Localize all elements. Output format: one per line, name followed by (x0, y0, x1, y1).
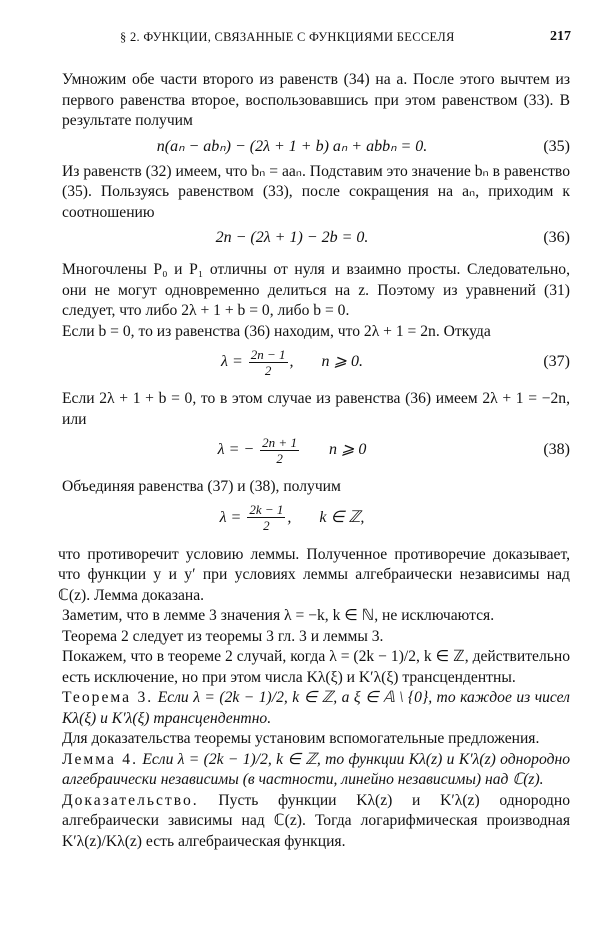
equation-38-condition: n ⩾ 0 (328, 441, 367, 458)
equation-36-formula: 2n − (2λ + 1) − 2b = 0. (215, 229, 369, 246)
equation-37-denominator: 2 (264, 362, 272, 378)
equation-38-denominator: 2 (276, 450, 283, 466)
theorem-3-label: Теорема 3. (62, 689, 154, 706)
equation-35 (62, 132, 570, 162)
lemma-4-text: Если λ = (2k − 1)/2, k ∈ ℤ, то функции Kλ(z) и K′λ(z) однородно алгебраически независимы (в частности, линейно независимы) над ℂ(z). (62, 750, 570, 788)
paragraph-3: Многочлены P₀ и P₁ отличны от нуля и взаимно просты. Следовательно, они не могут одновременно делиться на z. Поэтому из уравнений (31) следует, что либо 2λ + 1 + b = 0, либо b = 0. (62, 261, 570, 319)
proof-label: Доказательство. (62, 791, 199, 809)
paragraph-10: Покажем, что в теореме 2 случай, когда λ = (2k − 1)/2, k ∈ ℤ, действительно есть исключение, но при этом числа Kλ(ξ) и K′λ(ξ) трансцендентны. (62, 648, 570, 686)
equation-combined-fraction (247, 502, 285, 533)
proof-text: Пусть функции Kλ(z) и K′λ(z) однородно алгебраически зависимы над ℂ(z). Тогда логарифмическая производная K′λ(z)/Kλ(z) есть алгебраическая функция. (62, 791, 570, 850)
equation-36-number: (36) (543, 229, 570, 246)
lemma-4-label: Лемма 4. (62, 750, 138, 768)
equation-37-lhs: λ = (221, 353, 243, 370)
theorem-3-text: Если λ = (2k − 1)/2, k ∈ ℤ, а ξ ∈ 𝔸 \ {0}, то каждое из чисел Kλ(ξ) и K′λ(ξ) трансцендентно. (62, 689, 570, 727)
equation-38-fraction (260, 435, 299, 466)
paragraph-1: Умножим обе части второго из равенств (34) на a. После этого вычтем из первого равенства второе, воспользовавшись при этом равенством (33). В результате получим (62, 71, 570, 129)
equation-37: λ = $\frac{2n - 1}{2}$ , n ⩾ 0. (37) (62, 342, 570, 382)
paragraph-5: Если 2λ + 1 + b = 0, то в этом случае из равенства (36) имеем 2λ + 1 = −2n, или (62, 390, 570, 428)
theorem-3 (62, 688, 570, 729)
equation-37-condition: n ⩾ 0. (321, 353, 363, 370)
proof (62, 791, 570, 853)
paragraph-8: Заметим, что в лемме 3 значения λ = −k, k ∈ ℕ, не исключаются. (62, 607, 495, 624)
equation-combined-denominator: 2 (263, 518, 270, 534)
page-number: 217 (550, 29, 571, 44)
equation-37-fraction (249, 347, 288, 378)
paragraph-2: Из равенств (32) имеем, что bₙ = aaₙ. Подставим это значение bₙ в равенство (35). Пользуясь равенством (33), после сокращения на aₙ, приходим к соотношению (62, 162, 570, 221)
equation-36 (62, 223, 570, 253)
equation-combined: λ = $\frac{2k - 1}{2}$ , k ∈ ℤ, (219, 502, 365, 534)
equation-38-numerator: 2n + 1 (262, 434, 297, 450)
paragraph-7: что противоречит условию леммы. Полученное противоречие доказывает, что функции y и y′ при условиях леммы алгебраически независимы над ℂ(z). Лемма доказана. (58, 545, 570, 604)
equation-35-number: (35) (543, 137, 570, 155)
equation-combined-lhs: λ = (219, 508, 242, 526)
equation-35-formula: n(aₙ − abₙ) − (2λ + 1 + b) aₙ + abbₙ = 0. (156, 137, 428, 155)
lemma-4 (62, 750, 570, 791)
equation-38-lhs: λ = − (217, 441, 255, 458)
section-title: § 2. ФУНКЦИИ, СВЯЗАННЫЕ С ФУНКЦИЯМИ БЕССЕЛЯ (120, 30, 455, 44)
equation-38 (62, 430, 570, 470)
paragraph-11: Для доказательства теоремы установим вспомогательные предложения. (62, 730, 540, 747)
paragraph-9: Теорема 2 следует из теоремы 3 гл. 3 и леммы 3. (62, 627, 384, 645)
equation-37-numerator: 2n − 1 (250, 346, 286, 362)
equation-combined-numerator: 2k − 1 (249, 502, 284, 518)
paragraph-6: Объединяя равенства (37) и (38), получим (62, 478, 341, 495)
equation-combined-condition: k ∈ ℤ, (319, 508, 365, 526)
page-body (58, 70, 570, 852)
equation-38-number: (38) (543, 441, 570, 458)
running-header (0, 30, 611, 50)
equation-37-number: (37) (543, 353, 570, 370)
paragraph-4: Если b = 0, то из равенства (36) находим, что 2λ + 1 = 2n. Откуда (62, 322, 491, 340)
